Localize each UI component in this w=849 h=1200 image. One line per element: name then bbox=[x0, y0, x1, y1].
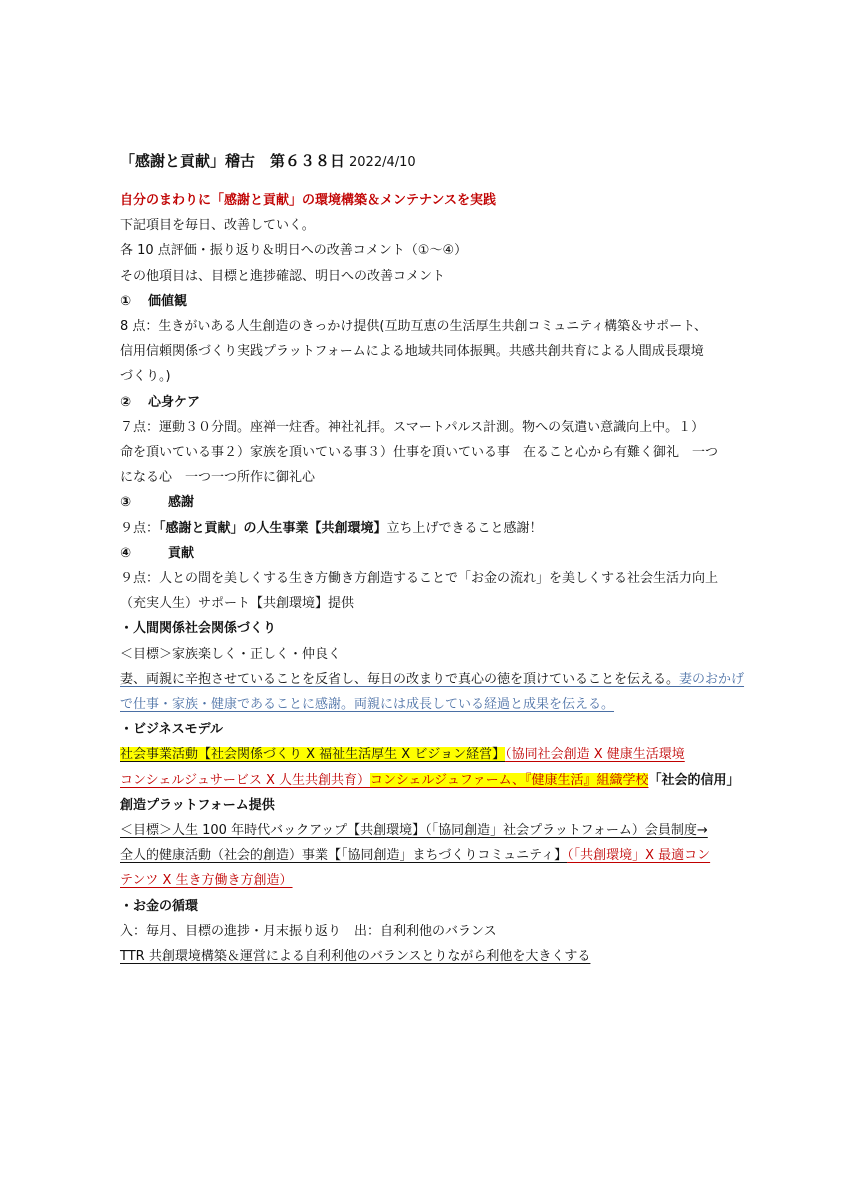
care-line-2: 命を頂いている事２）家族を頂いている事３）仕事を頂いている事 在ること心から有難く御礼 一つ bbox=[120, 445, 719, 461]
headline: 自分のまわりに「感謝と貢献」の環境構築＆メンテナンスを実践 bbox=[120, 193, 496, 208]
gratitude-score: ９点： bbox=[120, 520, 160, 536]
section-title: 価値観 bbox=[148, 293, 188, 309]
care-line-3: になる心 一つ一つ所作に御礼心 bbox=[120, 470, 316, 486]
business-red-3: （「共創環境」X 最適コン bbox=[567, 848, 711, 864]
section-heading-gratitude bbox=[120, 490, 732, 515]
values-line-1: 8 点：生きがいある人生創造のきっかけ提供(互助互恵の生活厚生共創コミュニティ構築＆サポート、 bbox=[120, 319, 708, 335]
intro-line-3: その他項目は、目標と進捗確認、明日への改善コメント bbox=[120, 268, 446, 284]
page-title bbox=[120, 150, 732, 174]
section-title: 心身ケア bbox=[148, 394, 201, 410]
section-heading-contribution bbox=[120, 541, 732, 566]
business-line-5 bbox=[120, 843, 732, 868]
business-activity: 全人的健康活動（社会的創造）事業【「協同創造」まちづくりコミュニティ】 bbox=[120, 848, 568, 864]
relations-blue-text: 妻のおかげ bbox=[679, 671, 745, 687]
relations-text: 妻、両親に辛抱させていることを反省し、毎日の改まりで真心の徳を頂けていることを伝える。 bbox=[120, 671, 680, 687]
section-number: ③ bbox=[120, 495, 132, 511]
business-line-4 bbox=[120, 818, 732, 843]
section-title: 感謝 bbox=[168, 495, 195, 511]
business-line-1 bbox=[120, 742, 732, 767]
money-text: TTR 共創環境構築＆運営による自利利他のバランスとりながら利他を大きくする bbox=[120, 949, 591, 965]
relations-line-2 bbox=[120, 692, 732, 717]
gratitude-bold: 「感謝と貢献」の人生事業【共創環境】 bbox=[159, 520, 387, 536]
section-heading-values bbox=[120, 289, 732, 314]
title-main: 「感謝と貢献」稽古 第６３８日 bbox=[120, 152, 346, 170]
relations-heading: ・人間関係社会関係づくり bbox=[120, 621, 277, 637]
values-line-2: 信用信頼関係づくり実践プラットフォームによる地域共同体振興。共感共創共育による人間成長環境 bbox=[120, 344, 704, 360]
money-line-1: 入：毎月、目標の進捗・月末振り返り 出：自利利他のバランス bbox=[120, 923, 497, 939]
money-line-2 bbox=[120, 944, 732, 969]
document-page bbox=[120, 150, 745, 969]
values-line-3: づくり。) bbox=[120, 369, 171, 385]
business-line-2 bbox=[120, 768, 740, 793]
business-red-1: （協同社会創造 X 健康生活環境 bbox=[505, 747, 685, 763]
business-red-4: テンツ X 生き方働き方創造） bbox=[120, 873, 293, 889]
contribution-line-2: （充実人生）サポート【共創環境】提供 bbox=[120, 596, 355, 612]
section-heading-care bbox=[120, 390, 732, 415]
gratitude-line bbox=[120, 516, 732, 541]
business-heading: ・ビジネスモデル bbox=[120, 722, 223, 738]
section-number: ② bbox=[120, 394, 132, 410]
relations-goal: ＜目標＞家族楽しく・正しく・仲良く bbox=[120, 646, 342, 662]
intro-line-2: 各 10 点評価・振り返り＆明日への改善コメント（①～④） bbox=[120, 243, 468, 259]
intro-line-1: 下記項目を毎日、改善していく。 bbox=[120, 218, 315, 234]
section-number: ④ bbox=[120, 545, 132, 561]
care-line-1: ７点：運動３０分間。座禅一炷香。神社礼拝。スマートパルス計測。物への気遣い意識向上中。１） bbox=[120, 419, 705, 435]
business-highlight-2: コンシェルジュファーム、『健康生活』組織学校 bbox=[370, 772, 649, 788]
business-line-3: 創造プラットフォーム提供 bbox=[120, 797, 275, 813]
gratitude-suffix: 立ち上げできること感謝！ bbox=[386, 520, 543, 536]
relations-line-1 bbox=[120, 667, 745, 692]
business-goal: ＜目標＞人生 100 年時代バックアップ【共創環境】（「協同創造」社会プラットフォーム）会員制度→ bbox=[120, 823, 708, 839]
section-title: 貢献 bbox=[168, 545, 195, 561]
money-heading: ・お金の循環 bbox=[120, 898, 199, 914]
contribution-line-1: ９点：人との間を美しくする生き方働き方創造することで「お金の流れ」を美しくする社会生活力向上 bbox=[120, 571, 719, 587]
business-line-6 bbox=[120, 868, 732, 893]
relations-blue-text-2: で仕事・家族・健康であることに感謝。両親には成長している経過と成果を伝える。 bbox=[120, 697, 615, 713]
section-number: ① bbox=[120, 293, 132, 309]
business-bold-1: 「社会的信用」 bbox=[648, 772, 740, 788]
title-date: 2022/4/10 bbox=[349, 155, 416, 170]
business-red-2: コンシェルジュサービス X 人生共創共育） bbox=[120, 772, 371, 788]
business-highlight-1: 社会事業活動【社会関係づくり X 福祉生活厚生 X ビジョン経営】 bbox=[120, 747, 506, 763]
